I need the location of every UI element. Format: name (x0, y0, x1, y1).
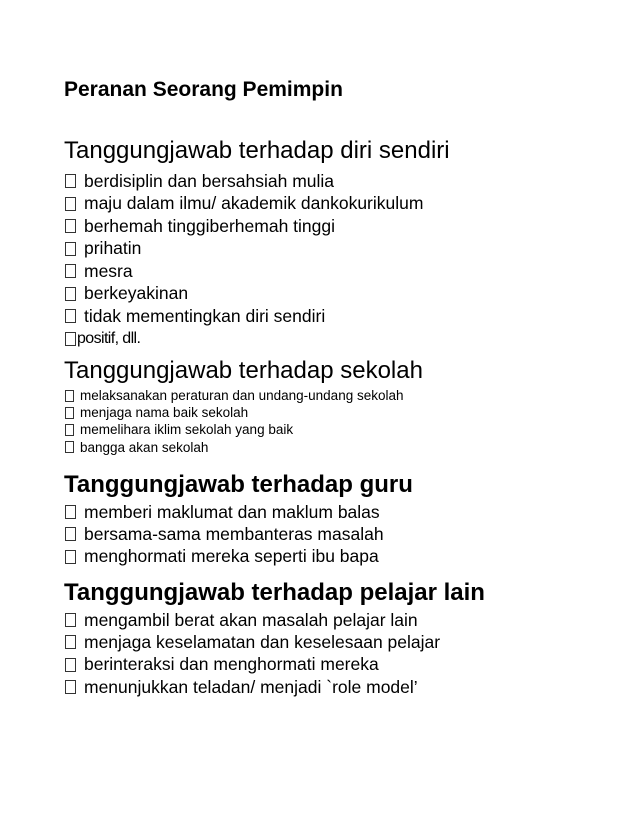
list-item-text: memberi maklumat dan maklum balas (84, 501, 380, 522)
section-heading: Tanggungjawab terhadap sekolah (64, 357, 423, 384)
list-item (64, 238, 624, 261)
list-item (64, 404, 624, 421)
checkbox-bullet-icon (65, 505, 76, 519)
list-item (64, 421, 624, 438)
list-item-text: menunjukkan teladan/ menjadi `role model’ (84, 676, 418, 697)
list-item (64, 631, 624, 653)
list-item-text: menjaga keselamatan dan keselesaan pelajar (84, 631, 441, 652)
section-heading: Tanggungjawab terhadap guru (64, 471, 413, 498)
list-item (64, 215, 624, 238)
list-item-text: bangga akan sekolah (80, 439, 209, 455)
list-item (64, 654, 624, 676)
bullet-list (64, 170, 624, 350)
bullet-list (64, 501, 624, 568)
checkbox-bullet-icon (65, 309, 76, 323)
checkbox-bullet-icon (65, 550, 76, 564)
bullet-list (64, 609, 624, 698)
checkbox-bullet-icon (65, 332, 76, 346)
checkbox-bullet-icon (65, 635, 76, 649)
checkbox-bullet-icon (65, 174, 76, 188)
document-title: Peranan Seorang Pemimpin (64, 78, 343, 101)
list-item (64, 387, 624, 404)
list-item (64, 501, 624, 523)
list-item (64, 676, 624, 698)
section-diri-sendiri (64, 137, 624, 350)
list-item-text: prihatin (84, 238, 142, 259)
list-item (64, 328, 624, 351)
checkbox-bullet-icon (65, 407, 74, 419)
section-heading: Tanggungjawab terhadap diri sendiri (64, 137, 450, 164)
list-item-text: bersama-sama membanteras masalah (84, 523, 384, 544)
checkbox-bullet-icon (65, 441, 74, 453)
checkbox-bullet-icon (65, 390, 74, 402)
list-item (64, 546, 624, 568)
checkbox-bullet-icon (65, 264, 76, 278)
list-item (64, 523, 624, 545)
list-item-text: memelihara iklim sekolah yang baik (80, 422, 294, 438)
list-item (64, 305, 624, 328)
list-item-text: berkeyakinan (84, 283, 189, 304)
checkbox-bullet-icon (65, 287, 76, 301)
list-item-text: berhemah tinggiberhemah tinggi (84, 215, 335, 236)
checkbox-bullet-icon (65, 527, 76, 541)
list-item-text: mesra (84, 260, 133, 281)
checkbox-bullet-icon (65, 242, 76, 256)
list-item (64, 439, 624, 456)
checkbox-bullet-icon (65, 219, 76, 233)
checkbox-bullet-icon (65, 658, 76, 672)
list-item-text: berdisiplin dan bersahsiah mulia (84, 170, 335, 191)
list-item-text: menjaga nama baik sekolah (80, 405, 249, 421)
checkbox-bullet-icon (65, 613, 76, 627)
list-item (64, 283, 624, 306)
section-sekolah (64, 357, 624, 456)
list-item-text: berinteraksi dan menghormati mereka (84, 654, 379, 675)
list-item (64, 260, 624, 283)
bullet-list (64, 387, 624, 456)
list-item (64, 609, 624, 631)
checkbox-bullet-icon (65, 424, 74, 436)
list-item-text: positif, dll. (77, 329, 141, 347)
list-item-text: melaksanakan peraturan dan undang-undang sekolah (80, 388, 404, 404)
list-item-text: mengambil berat akan masalah pelajar lain (84, 609, 418, 630)
list-item (64, 170, 624, 193)
section-pelajar-lain (64, 579, 624, 698)
section-heading: Tanggungjawab terhadap pelajar lain (64, 579, 485, 606)
checkbox-bullet-icon (65, 197, 76, 211)
list-item-text: maju dalam ilmu/ akademik dankokurikulum (84, 193, 424, 214)
list-item-text: tidak mementingkan diri sendiri (84, 305, 326, 326)
checkbox-bullet-icon (65, 680, 76, 694)
list-item-text: menghormati mereka seperti ibu bapa (84, 546, 379, 567)
list-item (64, 193, 624, 216)
section-guru (64, 471, 624, 568)
